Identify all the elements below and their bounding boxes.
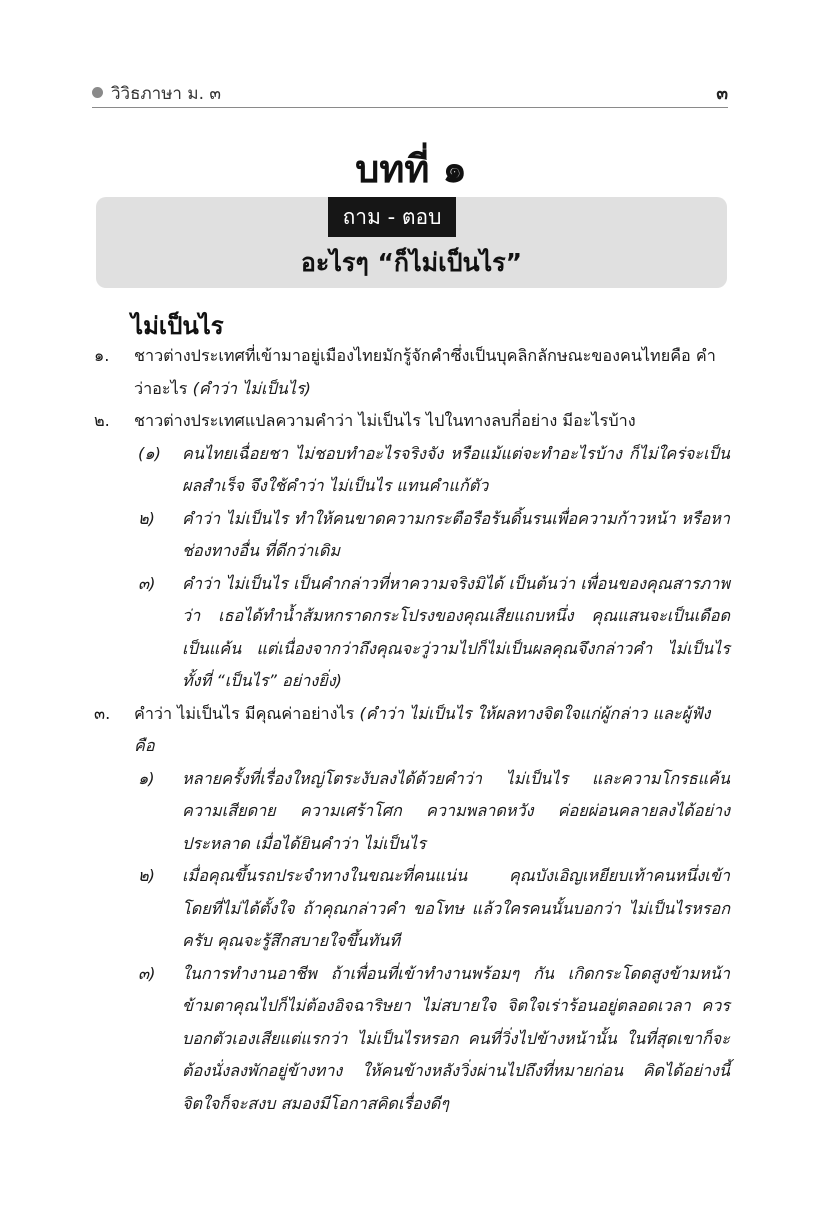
subitem-text: คำว่า ไม่เป็นไร เป็นคำกล่าวที่หาความจริงมิได้ เป็นต้นว่า เพื่อนของคุณสารภาพว่า เธอได้ทำน้ำส้มหกราดกระโปรงของคุณเสียแถบหนึ่ง คุณแสนจะเป็นเดือดเป็นแค้น แต่เนื่องจากว่าถึงคุณจะวู่วามไปก็ไม่เป็นผลคุณจึงกล่าวคำ ไม่เป็นไร ทั้งที่ “เป็นไร” อย่างยิ่ง) [182, 573, 730, 690]
header-divider [92, 107, 728, 108]
subitem-number: ๒) [138, 866, 155, 885]
qa-heading: อะไรๆ “ก็ไม่เป็นไร” [300, 248, 523, 277]
section-title: ไม่เป็นไร [131, 312, 224, 340]
answer-subitem [94, 763, 730, 861]
answer-subitem [94, 503, 730, 568]
subitem-number: ๒) [138, 508, 155, 528]
subitem-number: ๓) [138, 573, 156, 593]
question-number: ๒. [94, 411, 110, 430]
answer-subitem [94, 860, 730, 958]
question-item [94, 405, 730, 438]
qa-tag: ถาม - ตอบ [328, 197, 456, 237]
answer-subitem [94, 958, 730, 1121]
subitem-number: (๑) [138, 443, 161, 463]
qa-banner [96, 197, 727, 288]
subitem-text: เมื่อคุณขึ้นรถประจำทางในขณะที่คนแน่น คุณบังเอิญเหยียบเท้าคนหนึ่งเข้าโดยที่ไม่ได้ตั้งใจ ถ้าคุณกล่าวคำ ขอโทษ แล้วใครคนนั้นบอกว่า ไม่เป็นไรหรอกครับ คุณจะรู้สึกสบายใจขึ้นทันที [182, 866, 730, 950]
chapter-title: บทที่ ๑ [355, 147, 467, 191]
subitem-text: คำว่า ไม่เป็นไร ทำให้คนขาดความกระตือรือร้นดิ้นรนเพื่อความก้าวหน้า หรือหาช่องทางอื่น ที่ดีกว่าเดิม [182, 508, 730, 560]
question-text: ชาวต่างประเทศแปลความคำว่า ไม่เป็นไร ไปในทางลบกี่อย่าง มีอะไรบ้าง [134, 411, 636, 430]
subitem-number: ๓) [138, 963, 156, 983]
answer-text: (คำว่า ไม่เป็นไร ให้ผลทางจิตใจแก่ผู้กล่าว และผู้ฟัง คือ [134, 703, 711, 755]
subitem-text: หลายครั้งที่เรื่องใหญ่โตระงับลงได้ด้วยคำว่า ไม่เป็นไร และความโกรธแค้น ความเสียดาย ความเศร้าโศก ความพลาดหวัง ค่อยผ่อนคลายลงได้อย่างประหลาด เมื่อได้ยินคำว่า ไม่เป็นไร [182, 768, 730, 853]
answer-subitem [94, 568, 730, 698]
subitem-number: ๑) [138, 768, 155, 788]
question-number: ๑. [94, 346, 110, 365]
question-item [94, 698, 730, 763]
answer-text: (คำว่า ไม่เป็นไร) [192, 378, 311, 398]
page-number: ๓ [716, 84, 728, 104]
answer-subitem [94, 438, 730, 503]
subitem-text: ในการทำงานอาชีพ ถ้าเพื่อนที่เข้าทำงานพร้อมๆ กัน เกิดกระโดดสูงข้ามหน้าข้ามตาคุณไปก็ไม่ต้องอิจฉาริษยา ไม่สบายใจ จิตใจเร่าร้อนอยู่ตลอดเวลา ควรบอกตัวเองเสียแต่แรกว่า ไม่เป็นไรหรอก คนที่วิ่งไปข้างหน้านั้น ในที่สุดเขาก็จะต้องนั่งลงพักอยู่ข้างทาง ให้คนข้างหลังวิ่งผ่านไปถึงที่หมายก่อน คิดได้อย่างนี้ จิตใจก็จะสงบ สมองมีโอกาสคิดเรื่องดีๆ [182, 963, 730, 1113]
question-text: ชาวต่างประเทศที่เข้ามาอยู่เมืองไทยมักรู้จักคำซึ่งเป็นบุคลิกลักษณะของคนไทยคือ คำว่าอะไร [134, 346, 716, 398]
qa-list [94, 340, 730, 1120]
question-item [94, 340, 730, 405]
running-header [92, 78, 728, 106]
subitem-text: คนไทยเฉื่อยชา ไม่ชอบทำอะไรจริงจัง หรือแม้แต่จะทำอะไรบ้าง ก็ไม่ใคร่จะเป็นผลสำเร็จ จึงใช้คำว่า ไม่เป็นไร แทนคำแก้ตัว [182, 443, 730, 495]
question-text: คำว่า ไม่เป็นไร มีคุณค่าอย่างไร [134, 703, 355, 723]
book-title: วิวิธภาษา ม. ๓ [111, 84, 222, 104]
bullet-icon [92, 87, 103, 98]
question-number: ๓. [94, 703, 111, 723]
